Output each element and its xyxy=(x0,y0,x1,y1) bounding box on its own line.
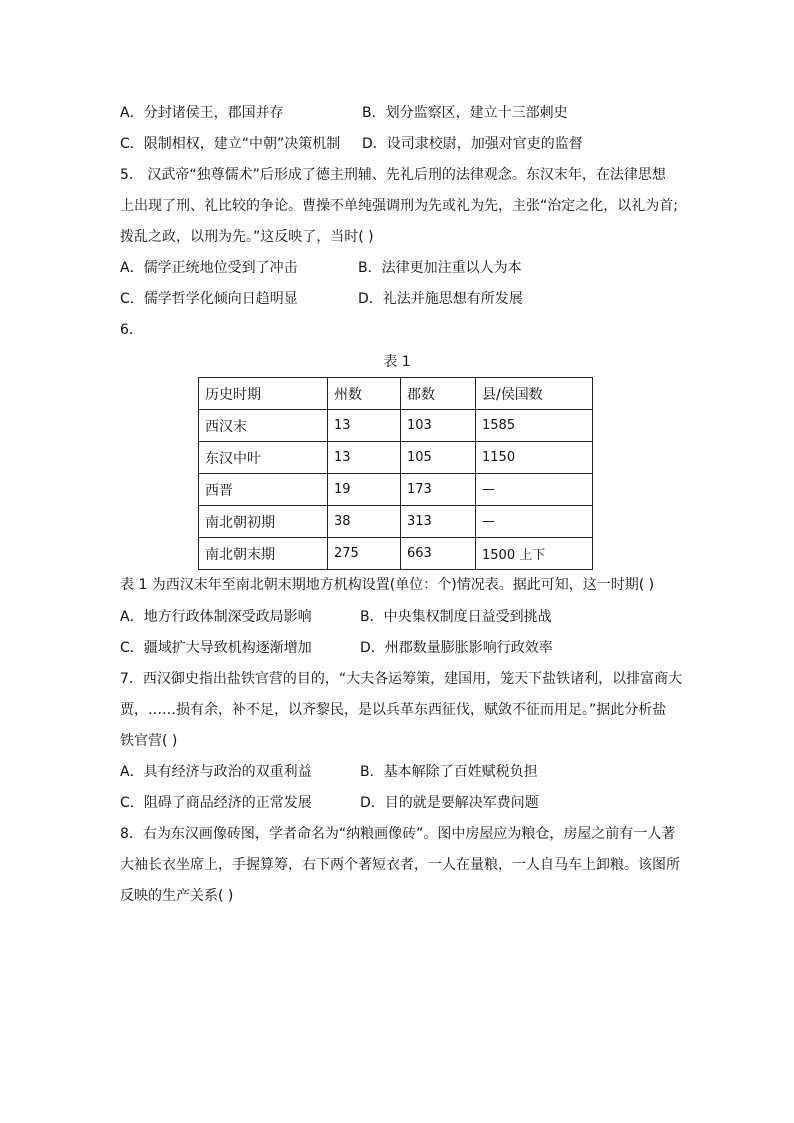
q5-stem-line-2: 上出现了刑、礼比较的争论。曹操不单纯强调刑为先或礼为先，主张“治定之化，以礼为首; xyxy=(120,198,678,214)
q5-stem-line-3: 拨乱之政，以刑为先。”这反映了，当时( ) xyxy=(120,229,374,245)
q4-option-a[interactable]: A．分封诸侯王，郡国并存 xyxy=(120,105,284,121)
table-cell: 13 xyxy=(328,442,401,474)
q7-stem-line-2: 贾，……损有余，补不足，以齐黎民，是以兵革东西征伐，赋敛不征而用足。”据此分析盐 xyxy=(120,702,667,718)
q4-option-b[interactable]: B．划分监察区，建立十三部刺史 xyxy=(362,105,568,121)
q6-option-b[interactable]: B．中央集权制度日益受到挑战 xyxy=(360,609,552,625)
q6-option-d[interactable]: D．州郡数量膨胀影响行政效率 xyxy=(360,640,553,656)
table-row xyxy=(199,410,593,442)
table-cell: 1500 上下 xyxy=(476,538,593,570)
q7-option-b[interactable]: B．基本解除了百姓赋税负担 xyxy=(360,764,538,780)
q5-option-b[interactable]: B．法律更加注重以人为本 xyxy=(358,260,522,276)
q8-stem-line-3: 反映的生产关系( ) xyxy=(120,888,234,904)
q8-stem-line-1: 8．右为东汉画像砖图，学者命名为“纳粮画像砖”。图中房屋应为粮仓，房屋之前有一人著 xyxy=(120,826,676,842)
q4-option-c[interactable]: C．限制相权，建立“中朝”决策机制 xyxy=(120,136,341,152)
table-header-cell: 历史时期 xyxy=(199,378,328,410)
q6-option-a[interactable]: A．地方行政体制深受政局影响 xyxy=(120,609,312,625)
table-cell: 313 xyxy=(401,506,476,538)
table-row xyxy=(199,506,593,538)
table-cell: 南北朝初期 xyxy=(199,506,328,538)
q8-stem-line-2: 大袖长衣坐席上，手握算筹，右下两个著短衣者，一人在量粮，一人自马车上卸粮。该图所 xyxy=(120,857,680,873)
table-cell: 105 xyxy=(401,442,476,474)
q5-stem-line-1: 5． 汉武帝“独尊儒术”后形成了德主刑辅、先礼后刑的法律观念。东汉末年，在法律思想 xyxy=(120,167,666,183)
table-cell: 1585 xyxy=(476,410,593,442)
q7-stem-line-1: 7．西汉御史指出盐铁官营的目的，“大夫各运筹策，建国用，笼天下盐铁诸利，以排富商大 xyxy=(120,671,683,687)
q7-option-a[interactable]: A．具有经济与政治的双重利益 xyxy=(120,764,312,780)
table-cell: 东汉中叶 xyxy=(199,442,328,474)
table-cell: 663 xyxy=(401,538,476,570)
table-cell: — xyxy=(476,474,593,506)
table-cell: 南北朝末期 xyxy=(199,538,328,570)
table-cell: 19 xyxy=(328,474,401,506)
table-row xyxy=(199,538,593,570)
table-row xyxy=(199,474,593,506)
table-cell: 173 xyxy=(401,474,476,506)
table-cell: 西晋 xyxy=(199,474,328,506)
admin-units-table xyxy=(198,377,593,570)
table-caption: 表 1 xyxy=(383,354,411,370)
q7-option-d[interactable]: D．目的就是要解决军费问题 xyxy=(360,795,539,811)
q5-option-c[interactable]: C．儒学哲学化倾向日趋明显 xyxy=(120,291,298,307)
table-cell: 西汉末 xyxy=(199,410,328,442)
q4-option-d[interactable]: D．设司隶校尉，加强对官吏的监督 xyxy=(362,136,583,152)
q5-option-d[interactable]: D．礼法并施思想有所发展 xyxy=(358,291,523,307)
table-cell: 38 xyxy=(328,506,401,538)
table-header-cell: 县/侯国数 xyxy=(476,378,593,410)
table-cell: 275 xyxy=(328,538,401,570)
q6-option-c[interactable]: C．疆域扩大导致机构逐渐增加 xyxy=(120,640,312,656)
table-header-row xyxy=(199,378,593,410)
table-cell: 1150 xyxy=(476,442,593,474)
table-header-cell: 州数 xyxy=(328,378,401,410)
table-header-cell: 郡数 xyxy=(401,378,476,410)
q7-option-c[interactable]: C．阻碍了商品经济的正常发展 xyxy=(120,795,312,811)
q6-stem: 表 1 为西汉末年至南北朝末期地方机构设置(单位：个)情况表。据此可知，这一时期( ) xyxy=(120,577,655,593)
q7-stem-line-3: 铁官营( ) xyxy=(120,733,178,749)
q6-number: 6． xyxy=(120,322,143,338)
q5-option-a[interactable]: A．儒学正统地位受到了冲击 xyxy=(120,260,298,276)
table-cell: 13 xyxy=(328,410,401,442)
table-cell: — xyxy=(476,506,593,538)
table-cell: 103 xyxy=(401,410,476,442)
table-row xyxy=(199,442,593,474)
